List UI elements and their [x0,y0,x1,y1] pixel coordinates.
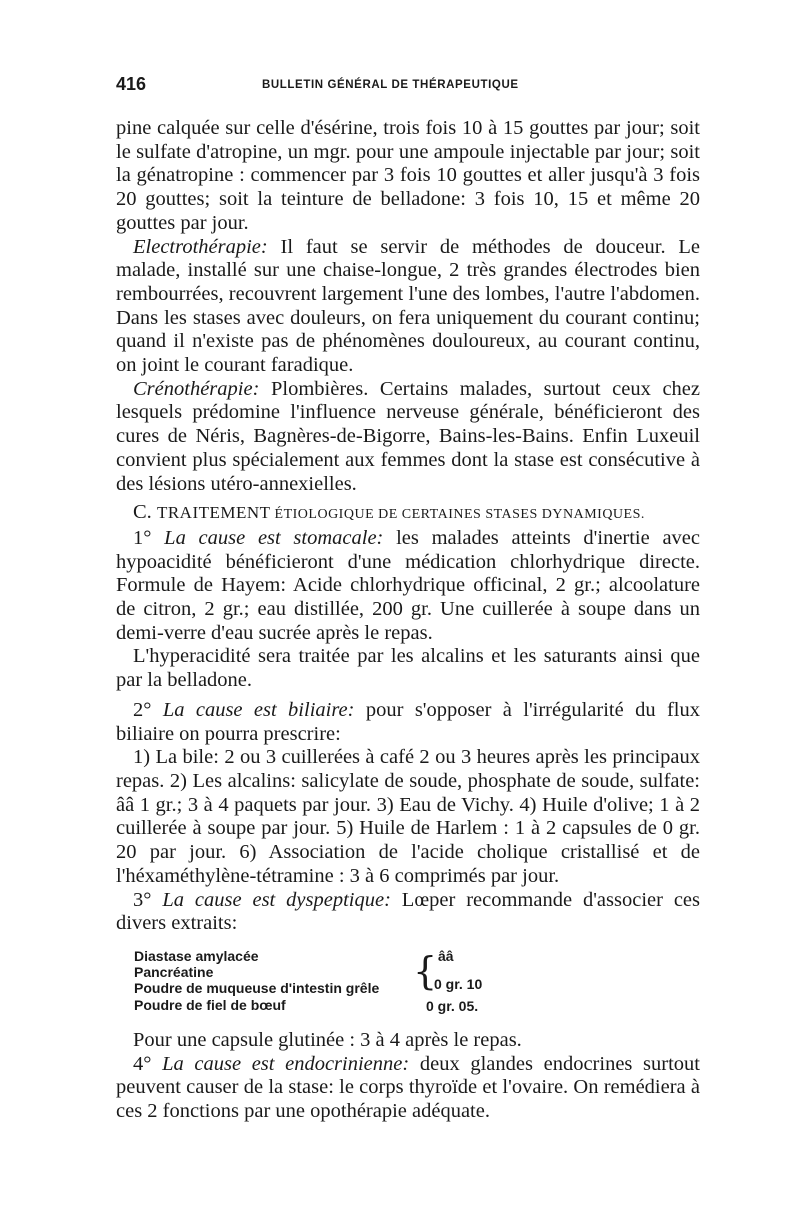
paragraph-text: Lœper recommande d'associer ces divers extraits: [116,888,701,935]
recipe-ingredient: Poudre de muqueuse d'intestin grêle [134,979,380,996]
paragraph-electrotherapie [116,236,700,378]
recipe-dose: 0 gr. 10 [434,975,483,992]
paragraph-belladone: pine calquée sur celle d'ésérine, trois fois 10 à 15 gouttes par jour; soit le sulfate d'atropine, un mgr. pour une ampoule injectable par jour; soit la génatropine : commencer par 3 fois 10 gouttes et aller jusqu'à 3 fois 20 gouttes; soit la teinture de belladone: 3 fois 10, 15 et même 20 gouttes par jour. [116,117,700,234]
brace-icon: { [413,948,438,993]
item-number: 1° [133,526,165,549]
paragraph-text: les malades atteints d'inertie avec hypoacidité bénéficieront d'une médication chlorhydrique directe. Formule de Hayem: Acide chlorhydrique officinal, 2 gr.; alcoolature de citron, 2 gr.; eau distillée, 200 gr. Une cuillerée à soupe dans un demi-verre d'eau sucrée après le repas. [116,526,700,644]
recipe-aa: ââ [438,947,454,964]
recipe-ingredient: Pancréatine [134,963,214,980]
recipe-ingredient: Diastase amylacée [134,947,259,964]
page-header [116,74,700,98]
paragraph-text: pour s'opposer à l'irrégularité du flux biliaire on pourra prescrire: [116,698,700,745]
recipe-ingredient: Poudre de fiel de bœuf [134,996,286,1013]
running-title: BULLETIN GÉNÉRAL DE THÉRAPEUTIQUE [262,79,519,91]
recipe-dose: 0 gr. 05. [426,997,479,1014]
section-heading [116,501,700,527]
paragraph-cause-biliaire [116,699,700,746]
section-letter: C. [133,501,157,524]
page-number: 416 [116,74,147,94]
section-label: La cause est biliaire: [162,698,355,721]
paragraph-cause-dyspeptique [116,889,700,936]
recipe-formula [116,948,700,1020]
page-body [116,117,700,1124]
section-heading-first-word: TRAITEMENT [156,503,271,523]
paragraph-capsule: Pour une capsule glutinée : 3 à 4 après le repas. [133,1028,522,1051]
paragraph-text: Il faut se servir de méthodes de douceur. Le malade, installé sur une chaise-longue, 2 très grandes électrodes bien rembourrées, recouvrent largement l'une des lombes, l'autre l'abdomen. Dans les stases avec douleurs, on fera uniquement du courant continu; quand il n'existe pas de phénomènes douloureux, au courant continu, on joint le courant faradique. [116,235,700,377]
paragraph-text: deux glandes endocrines surtout peuvent causer de la stase: le corps thyroïde et l'ovaire. On remédiera à ces 2 fonctions par une opothérapie adéquate. [116,1052,700,1123]
paragraph-crenotherapie [116,378,700,497]
paragraph-cause-stomacale [116,527,700,646]
section-heading-rest: ÉTIOLOGIQUE DE CERTAINES STASES DYNAMIQUES. [270,507,645,523]
section-label: La cause est endocrinienne: [162,1052,410,1075]
paragraph-hyperacidite: L'hyperacidité sera traitée par les alcalins et les saturants ainsi que par la belladone. [116,645,700,692]
paragraph-text: Plombières. Certains malades, surtout ceux chez lesquels prédomine l'influence nerveuse générale, bénéficieront des cures de Néris, Bagnères-de-Bigorre, Bains-les-Bains. Enfin Luxeuil convient plus spécialement aux femmes dont la stase est consécutive à des lésions utéro-annexielles. [116,377,700,495]
item-number: 2° [133,698,163,721]
section-label: La cause est stomacale: [164,526,384,549]
paragraph-cause-endocrinienne [116,1053,700,1124]
paragraph-prescriptions: 1) La bile: 2 ou 3 cuillerées à café 2 ou 3 heures après les principaux repas. 2) Les alcalins: salicylate de soude, phosphate de soude, sulfate: ââ 1 gr.; 3 à 4 paquets par jour. 3) Eau de Vichy. 4) Huile d'olive; 1 à 2 cuillerée à soupe par jour. 5) Huile de Harlem : 1 à 2 capsules de 0 gr. 20 par jour. 6) Association de l'acide cholique cristallisé et de l'héxaméthylène-tétramine : 3 à 6 comprimés par jour. [116,746,700,887]
item-number: 3° [133,888,163,911]
section-label: Electrothérapie: [133,235,268,258]
item-number: 4° [133,1052,163,1075]
section-label: La cause est dyspeptique: [162,888,391,911]
section-label: Crénothérapie: [133,377,260,400]
